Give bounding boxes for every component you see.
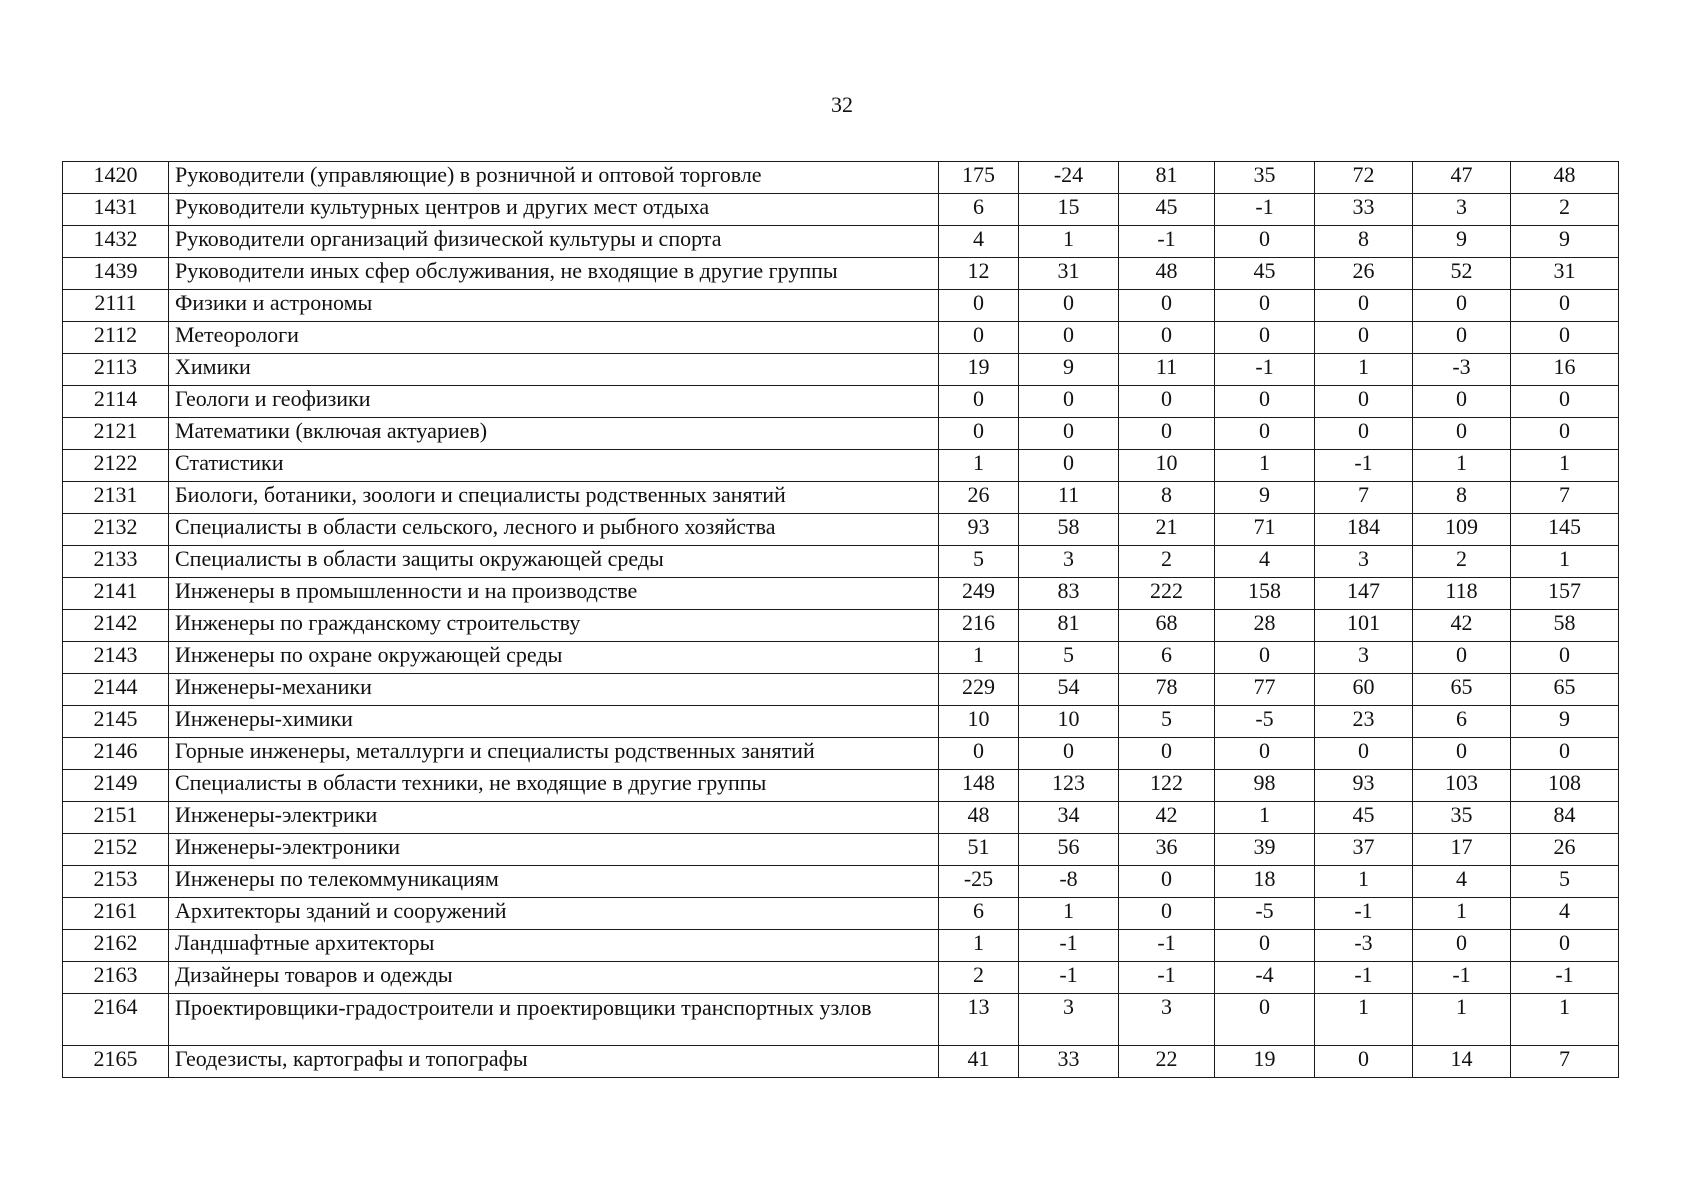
value-cell-4: -5 <box>1215 898 1315 930</box>
value-cell-7: 7 <box>1511 482 1619 514</box>
value-cell-5: -1 <box>1315 450 1413 482</box>
value-cell-5: -3 <box>1315 930 1413 962</box>
occupation-name-cell: Биологи, ботаники, зоологи и специалисты родственных занятий <box>169 482 939 514</box>
value-cell-1: 229 <box>939 674 1019 706</box>
value-cell-6: 1 <box>1413 898 1511 930</box>
value-cell-4: 4 <box>1215 546 1315 578</box>
value-cell-7: 31 <box>1511 258 1619 290</box>
value-cell-4: 1 <box>1215 802 1315 834</box>
value-cell-2: 56 <box>1019 834 1119 866</box>
value-cell-4: 0 <box>1215 418 1315 450</box>
value-cell-7: 9 <box>1511 706 1619 738</box>
table-row <box>63 802 1619 834</box>
table-row <box>63 514 1619 546</box>
occupation-code-cell: 2111 <box>63 290 169 322</box>
value-cell-4: 39 <box>1215 834 1315 866</box>
value-cell-3: 21 <box>1119 514 1215 546</box>
value-cell-5: 33 <box>1315 194 1413 226</box>
occupation-code-cell: 2164 <box>63 994 169 1046</box>
occupation-data-table <box>62 161 1619 1078</box>
value-cell-6: 4 <box>1413 866 1511 898</box>
occupation-code-cell: 2163 <box>63 962 169 994</box>
table-row <box>63 418 1619 450</box>
value-cell-1: 1 <box>939 642 1019 674</box>
value-cell-6: 35 <box>1413 802 1511 834</box>
value-cell-5: 3 <box>1315 546 1413 578</box>
table-row <box>63 642 1619 674</box>
occupation-code-cell: 2165 <box>63 1046 169 1078</box>
value-cell-7: 145 <box>1511 514 1619 546</box>
occupation-name-cell: Инженеры по телекоммуникациям <box>169 866 939 898</box>
value-cell-4: 0 <box>1215 738 1315 770</box>
occupation-name-cell: Физики и астрономы <box>169 290 939 322</box>
value-cell-2: -8 <box>1019 866 1119 898</box>
value-cell-1: 216 <box>939 610 1019 642</box>
value-cell-5: 26 <box>1315 258 1413 290</box>
value-cell-5: 147 <box>1315 578 1413 610</box>
value-cell-1: 0 <box>939 738 1019 770</box>
occupation-name-cell: Метеорологи <box>169 322 939 354</box>
value-cell-2: 0 <box>1019 386 1119 418</box>
value-cell-6: 14 <box>1413 1046 1511 1078</box>
value-cell-4: 98 <box>1215 770 1315 802</box>
table-row <box>63 322 1619 354</box>
value-cell-3: 10 <box>1119 450 1215 482</box>
occupation-name-cell: Специалисты в области техники, не входящие в другие группы <box>169 770 939 802</box>
value-cell-7: 0 <box>1511 290 1619 322</box>
value-cell-2: 1 <box>1019 226 1119 258</box>
occupation-code-cell: 2161 <box>63 898 169 930</box>
value-cell-3: 0 <box>1119 898 1215 930</box>
occupation-code-cell: 2142 <box>63 610 169 642</box>
occupation-name-cell: Руководители (управляющие) в розничной и оптовой торговле <box>169 162 939 194</box>
value-cell-7: 5 <box>1511 866 1619 898</box>
value-cell-2: 81 <box>1019 610 1119 642</box>
table-row <box>63 834 1619 866</box>
value-cell-3: 222 <box>1119 578 1215 610</box>
occupation-name-cell: Руководители культурных центров и других мест отдыха <box>169 194 939 226</box>
table-row <box>63 258 1619 290</box>
value-cell-7: -1 <box>1511 962 1619 994</box>
value-cell-2: 10 <box>1019 706 1119 738</box>
occupation-name-cell: Химики <box>169 354 939 386</box>
value-cell-4: 0 <box>1215 322 1315 354</box>
value-cell-3: 3 <box>1119 994 1215 1046</box>
occupation-name-cell: Геологи и геофизики <box>169 386 939 418</box>
occupation-name-cell: Геодезисты, картографы и топографы <box>169 1046 939 1078</box>
occupation-code-cell: 2121 <box>63 418 169 450</box>
occupation-name-cell: Инженеры по гражданскому строительству <box>169 610 939 642</box>
occupation-code-cell: 1431 <box>63 194 169 226</box>
occupation-name-cell: Математики (включая актуариев) <box>169 418 939 450</box>
value-cell-3: 42 <box>1119 802 1215 834</box>
occupation-name-cell: Руководители иных сфер обслуживания, не входящие в другие группы <box>169 258 939 290</box>
value-cell-5: 0 <box>1315 290 1413 322</box>
value-cell-5: 1 <box>1315 866 1413 898</box>
table-row <box>63 930 1619 962</box>
value-cell-5: 0 <box>1315 1046 1413 1078</box>
value-cell-2: 5 <box>1019 642 1119 674</box>
occupation-name-cell: Статистики <box>169 450 939 482</box>
value-cell-7: 65 <box>1511 674 1619 706</box>
table-row <box>63 610 1619 642</box>
table-row <box>63 578 1619 610</box>
value-cell-5: 93 <box>1315 770 1413 802</box>
value-cell-4: 9 <box>1215 482 1315 514</box>
value-cell-6: 0 <box>1413 738 1511 770</box>
value-cell-3: -1 <box>1119 930 1215 962</box>
value-cell-6: 109 <box>1413 514 1511 546</box>
value-cell-3: 78 <box>1119 674 1215 706</box>
value-cell-3: 0 <box>1119 322 1215 354</box>
value-cell-5: 7 <box>1315 482 1413 514</box>
table-row <box>63 962 1619 994</box>
value-cell-6: 6 <box>1413 706 1511 738</box>
value-cell-2: 58 <box>1019 514 1119 546</box>
occupation-name-cell: Проектировщики-градостроители и проектировщики транспортных узлов <box>169 994 939 1046</box>
occupation-code-cell: 2146 <box>63 738 169 770</box>
value-cell-2: -24 <box>1019 162 1119 194</box>
value-cell-1: 13 <box>939 994 1019 1046</box>
value-cell-2: 123 <box>1019 770 1119 802</box>
value-cell-3: 0 <box>1119 418 1215 450</box>
value-cell-4: -1 <box>1215 194 1315 226</box>
value-cell-3: 0 <box>1119 738 1215 770</box>
value-cell-3: 45 <box>1119 194 1215 226</box>
occupation-code-cell: 2143 <box>63 642 169 674</box>
value-cell-7: 108 <box>1511 770 1619 802</box>
value-cell-5: -1 <box>1315 898 1413 930</box>
value-cell-2: 3 <box>1019 546 1119 578</box>
value-cell-6: 0 <box>1413 930 1511 962</box>
value-cell-2: 83 <box>1019 578 1119 610</box>
value-cell-3: 81 <box>1119 162 1215 194</box>
occupation-name-cell: Руководители организаций физической культуры и спорта <box>169 226 939 258</box>
value-cell-5: 1 <box>1315 354 1413 386</box>
value-cell-6: 47 <box>1413 162 1511 194</box>
table-row <box>63 450 1619 482</box>
value-cell-6: 0 <box>1413 386 1511 418</box>
value-cell-5: 23 <box>1315 706 1413 738</box>
table-row <box>63 482 1619 514</box>
value-cell-4: 71 <box>1215 514 1315 546</box>
value-cell-3: 48 <box>1119 258 1215 290</box>
value-cell-2: 33 <box>1019 1046 1119 1078</box>
value-cell-7: 58 <box>1511 610 1619 642</box>
occupation-name-cell: Архитекторы зданий и сооружений <box>169 898 939 930</box>
value-cell-4: 45 <box>1215 258 1315 290</box>
table-row <box>63 546 1619 578</box>
value-cell-1: 41 <box>939 1046 1019 1078</box>
value-cell-5: 60 <box>1315 674 1413 706</box>
occupation-name-cell: Инженеры-механики <box>169 674 939 706</box>
value-cell-1: 0 <box>939 322 1019 354</box>
value-cell-6: 8 <box>1413 482 1511 514</box>
table-row <box>63 994 1619 1046</box>
value-cell-1: 2 <box>939 962 1019 994</box>
value-cell-4: 0 <box>1215 994 1315 1046</box>
value-cell-6: 1 <box>1413 450 1511 482</box>
value-cell-7: 84 <box>1511 802 1619 834</box>
value-cell-4: 0 <box>1215 930 1315 962</box>
table-body <box>63 162 1619 1078</box>
value-cell-3: 6 <box>1119 642 1215 674</box>
value-cell-7: 0 <box>1511 418 1619 450</box>
value-cell-2: 31 <box>1019 258 1119 290</box>
value-cell-6: 17 <box>1413 834 1511 866</box>
value-cell-7: 16 <box>1511 354 1619 386</box>
value-cell-6: 0 <box>1413 418 1511 450</box>
value-cell-1: 48 <box>939 802 1019 834</box>
value-cell-2: 11 <box>1019 482 1119 514</box>
occupation-name-cell: Инженеры в промышленности и на производстве <box>169 578 939 610</box>
value-cell-7: 1 <box>1511 450 1619 482</box>
value-cell-7: 7 <box>1511 1046 1619 1078</box>
value-cell-5: 3 <box>1315 642 1413 674</box>
value-cell-2: 54 <box>1019 674 1119 706</box>
value-cell-7: 26 <box>1511 834 1619 866</box>
value-cell-7: 1 <box>1511 994 1619 1046</box>
table-row <box>63 738 1619 770</box>
occupation-code-cell: 2162 <box>63 930 169 962</box>
value-cell-4: 0 <box>1215 642 1315 674</box>
occupation-name-cell: Горные инженеры, металлурги и специалисты родственных занятий <box>169 738 939 770</box>
value-cell-6: 52 <box>1413 258 1511 290</box>
value-cell-1: 0 <box>939 418 1019 450</box>
table-row <box>63 770 1619 802</box>
value-cell-7: 48 <box>1511 162 1619 194</box>
page-number: 32 <box>831 92 853 117</box>
occupation-code-cell: 2114 <box>63 386 169 418</box>
occupation-code-cell: 1439 <box>63 258 169 290</box>
occupation-code-cell: 2122 <box>63 450 169 482</box>
occupation-code-cell: 2132 <box>63 514 169 546</box>
value-cell-6: -1 <box>1413 962 1511 994</box>
value-cell-2: 34 <box>1019 802 1119 834</box>
value-cell-3: 122 <box>1119 770 1215 802</box>
occupation-name-cell: Инженеры-химики <box>169 706 939 738</box>
value-cell-1: 19 <box>939 354 1019 386</box>
occupation-code-cell: 2144 <box>63 674 169 706</box>
occupation-code-cell: 1420 <box>63 162 169 194</box>
value-cell-1: 10 <box>939 706 1019 738</box>
value-cell-5: 1 <box>1315 994 1413 1046</box>
value-cell-6: 65 <box>1413 674 1511 706</box>
value-cell-5: 101 <box>1315 610 1413 642</box>
value-cell-2: 3 <box>1019 994 1119 1046</box>
occupation-code-cell: 2113 <box>63 354 169 386</box>
occupation-code-cell: 2149 <box>63 770 169 802</box>
value-cell-2: 1 <box>1019 898 1119 930</box>
value-cell-4: -4 <box>1215 962 1315 994</box>
table-row <box>63 898 1619 930</box>
value-cell-4: 35 <box>1215 162 1315 194</box>
value-cell-6: 103 <box>1413 770 1511 802</box>
occupation-name-cell: Специалисты в области защиты окружающей среды <box>169 546 939 578</box>
occupation-name-cell: Дизайнеры товаров и одежды <box>169 962 939 994</box>
table-row <box>63 706 1619 738</box>
value-cell-1: 51 <box>939 834 1019 866</box>
table-row <box>63 1046 1619 1078</box>
value-cell-5: 0 <box>1315 738 1413 770</box>
value-cell-5: 37 <box>1315 834 1413 866</box>
value-cell-3: 36 <box>1119 834 1215 866</box>
value-cell-7: 1 <box>1511 546 1619 578</box>
value-cell-3: 8 <box>1119 482 1215 514</box>
table-row <box>63 386 1619 418</box>
value-cell-2: 0 <box>1019 738 1119 770</box>
value-cell-3: 0 <box>1119 386 1215 418</box>
occupation-code-cell: 2131 <box>63 482 169 514</box>
occupation-code-cell: 2141 <box>63 578 169 610</box>
occupation-name-cell: Ландшафтные архитекторы <box>169 930 939 962</box>
table-row <box>63 354 1619 386</box>
value-cell-3: 0 <box>1119 866 1215 898</box>
value-cell-1: 6 <box>939 194 1019 226</box>
value-cell-1: 93 <box>939 514 1019 546</box>
value-cell-7: 0 <box>1511 386 1619 418</box>
table-row <box>63 290 1619 322</box>
occupation-code-cell: 1432 <box>63 226 169 258</box>
value-cell-1: 1 <box>939 450 1019 482</box>
value-cell-5: 0 <box>1315 386 1413 418</box>
value-cell-6: 1 <box>1413 994 1511 1046</box>
value-cell-6: 2 <box>1413 546 1511 578</box>
table-row <box>63 194 1619 226</box>
value-cell-2: 0 <box>1019 290 1119 322</box>
occupation-name-cell: Специалисты в области сельского, лесного и рыбного хозяйства <box>169 514 939 546</box>
value-cell-4: 18 <box>1215 866 1315 898</box>
value-cell-2: 15 <box>1019 194 1119 226</box>
table-row <box>63 866 1619 898</box>
value-cell-1: 0 <box>939 386 1019 418</box>
value-cell-1: 249 <box>939 578 1019 610</box>
value-cell-3: -1 <box>1119 962 1215 994</box>
value-cell-4: 19 <box>1215 1046 1315 1078</box>
value-cell-7: 2 <box>1511 194 1619 226</box>
occupation-name-cell: Инженеры по охране окружающей среды <box>169 642 939 674</box>
occupation-name-cell: Инженеры-электрики <box>169 802 939 834</box>
value-cell-1: 5 <box>939 546 1019 578</box>
value-cell-5: 0 <box>1315 322 1413 354</box>
value-cell-6: 3 <box>1413 194 1511 226</box>
value-cell-6: 0 <box>1413 290 1511 322</box>
value-cell-1: 4 <box>939 226 1019 258</box>
occupation-name-cell: Инженеры-электроники <box>169 834 939 866</box>
value-cell-4: 1 <box>1215 450 1315 482</box>
value-cell-4: 158 <box>1215 578 1315 610</box>
value-cell-7: 0 <box>1511 642 1619 674</box>
occupation-code-cell: 2152 <box>63 834 169 866</box>
value-cell-6: 118 <box>1413 578 1511 610</box>
value-cell-1: -25 <box>939 866 1019 898</box>
value-cell-1: 1 <box>939 930 1019 962</box>
table-row <box>63 674 1619 706</box>
value-cell-4: -5 <box>1215 706 1315 738</box>
value-cell-5: 184 <box>1315 514 1413 546</box>
value-cell-1: 148 <box>939 770 1019 802</box>
value-cell-3: 0 <box>1119 290 1215 322</box>
value-cell-3: 2 <box>1119 546 1215 578</box>
value-cell-3: 68 <box>1119 610 1215 642</box>
value-cell-4: 0 <box>1215 290 1315 322</box>
value-cell-6: 42 <box>1413 610 1511 642</box>
value-cell-6: -3 <box>1413 354 1511 386</box>
value-cell-4: 28 <box>1215 610 1315 642</box>
value-cell-7: 0 <box>1511 322 1619 354</box>
value-cell-2: 0 <box>1019 450 1119 482</box>
value-cell-1: 6 <box>939 898 1019 930</box>
value-cell-5: 45 <box>1315 802 1413 834</box>
value-cell-7: 157 <box>1511 578 1619 610</box>
value-cell-4: 77 <box>1215 674 1315 706</box>
occupation-code-cell: 2151 <box>63 802 169 834</box>
value-cell-1: 12 <box>939 258 1019 290</box>
table-row <box>63 226 1619 258</box>
value-cell-7: 0 <box>1511 930 1619 962</box>
value-cell-6: 0 <box>1413 322 1511 354</box>
table-row <box>63 162 1619 194</box>
value-cell-2: 9 <box>1019 354 1119 386</box>
occupation-code-cell: 2133 <box>63 546 169 578</box>
occupation-code-cell: 2112 <box>63 322 169 354</box>
value-cell-3: -1 <box>1119 226 1215 258</box>
value-cell-2: -1 <box>1019 930 1119 962</box>
value-cell-1: 175 <box>939 162 1019 194</box>
value-cell-1: 0 <box>939 290 1019 322</box>
value-cell-2: 0 <box>1019 322 1119 354</box>
value-cell-5: -1 <box>1315 962 1413 994</box>
value-cell-2: -1 <box>1019 962 1119 994</box>
value-cell-5: 72 <box>1315 162 1413 194</box>
value-cell-7: 9 <box>1511 226 1619 258</box>
value-cell-3: 11 <box>1119 354 1215 386</box>
occupation-code-cell: 2145 <box>63 706 169 738</box>
value-cell-2: 0 <box>1019 418 1119 450</box>
value-cell-3: 22 <box>1119 1046 1215 1078</box>
value-cell-4: 0 <box>1215 226 1315 258</box>
occupation-code-cell: 2153 <box>63 866 169 898</box>
value-cell-4: -1 <box>1215 354 1315 386</box>
value-cell-6: 9 <box>1413 226 1511 258</box>
value-cell-5: 8 <box>1315 226 1413 258</box>
value-cell-5: 0 <box>1315 418 1413 450</box>
value-cell-1: 26 <box>939 482 1019 514</box>
value-cell-7: 4 <box>1511 898 1619 930</box>
value-cell-4: 0 <box>1215 386 1315 418</box>
value-cell-6: 0 <box>1413 642 1511 674</box>
value-cell-3: 5 <box>1119 706 1215 738</box>
value-cell-7: 0 <box>1511 738 1619 770</box>
